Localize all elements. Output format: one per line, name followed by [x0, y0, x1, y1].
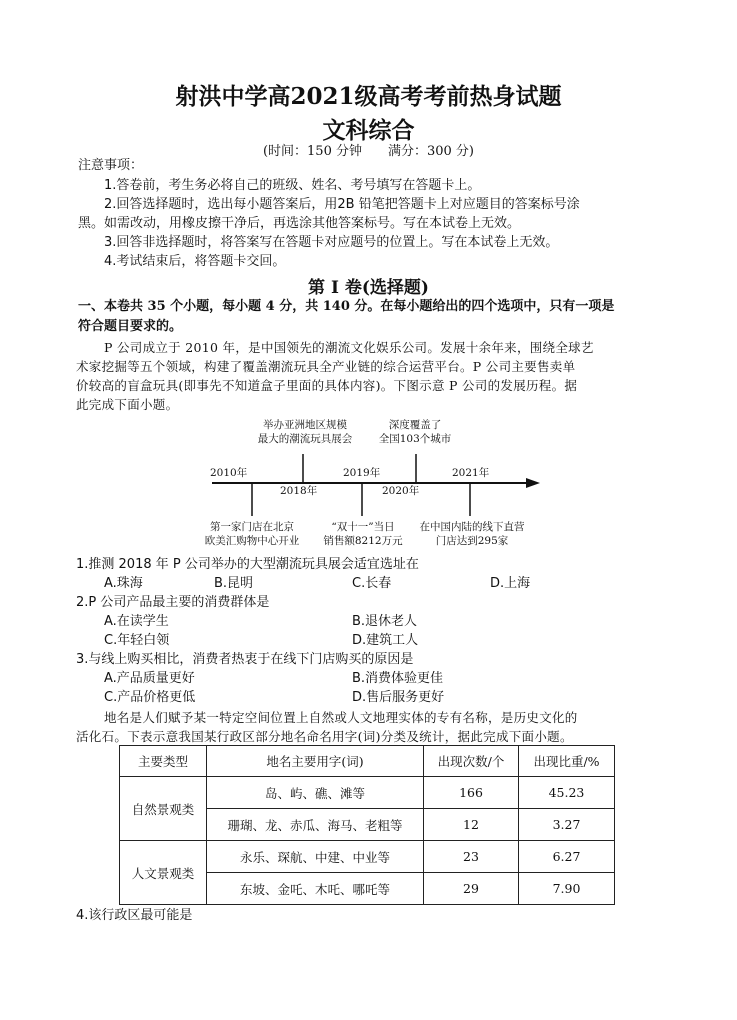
- question-option: B.退休老人: [352, 614, 418, 629]
- question-stem: 2.P 公司产品最主要的消费群体是: [76, 595, 270, 610]
- section-instruction: 一、本卷共 35 个小题，每小题 4 分，共 140 分。在每小题给出的四个选项中，只有一项是: [78, 299, 615, 314]
- table-cell: 12: [424, 809, 519, 841]
- exam-meta: (时间：150 分钟 满分：300 分): [262, 144, 475, 159]
- question-option: C.产品价格更低: [104, 690, 196, 705]
- table-cell: 3.27: [519, 809, 615, 841]
- passage-line: 此完成下面小题。: [76, 397, 179, 412]
- notice-item: 1.答卷前，考生务必将自己的班级、姓名、考号填写在答题卡上。: [104, 178, 481, 193]
- table-cell: 6.27: [519, 841, 615, 873]
- table-header: 出现比重/%: [519, 746, 615, 777]
- table-header-row: [120, 746, 615, 777]
- notice-item: 黑。如需改动，用橡皮擦干净后，再选涂其他答案标号。写在本试卷上无效。: [78, 216, 521, 231]
- table-cell: 东坡、金吒、木吒、哪吒等: [207, 873, 424, 905]
- timeline-year: 2018年: [280, 485, 318, 497]
- passage-line: 活化石。下表示意我国某行政区部分地名命名用字(词)分类及统计，据此完成下面小题。: [76, 729, 573, 744]
- passage-line: 术家挖掘等五个领域，构建了覆盖潮流玩具全产业链的综合运营平台。P 公司主要售卖单: [76, 359, 576, 374]
- table-row: [120, 841, 615, 873]
- passage-line: P 公司成立于 2010 年，是中国领先的潮流文化娱乐公司。发展十余年来，围绕全球艺: [104, 340, 594, 355]
- table-cell: 29: [424, 873, 519, 905]
- question-option: D.建筑工人: [352, 633, 419, 648]
- table-cell: 珊瑚、龙、赤瓜、海马、老粗等: [207, 809, 424, 841]
- section-instruction: 符合题目要求的。: [78, 319, 183, 334]
- section-title: 第 I 卷(选择题): [308, 278, 429, 298]
- timeline-event-below: 在中国内陆的线下直营 门店达到295家: [419, 521, 525, 547]
- question-option: B.消费体验更佳: [352, 671, 444, 686]
- table-header: 主要类型: [120, 746, 207, 777]
- table-cell: 7.90: [519, 873, 615, 905]
- passage-line: 价较高的盲盒玩具(即事先不知道盒子里面的具体内容)。下图示意 P 公司的发展历程。据: [76, 378, 578, 393]
- table-row: [120, 777, 615, 809]
- table-cell: 23: [424, 841, 519, 873]
- table-cell: 永乐、琛航、中建、中业等: [207, 841, 424, 873]
- question-stem: 1.推测 2018 年 P 公司举办的大型潮流玩具展会适宜选址在: [76, 557, 419, 572]
- table-cell: 45.23: [519, 777, 615, 809]
- timeline-year: 2020年: [382, 485, 420, 497]
- question-option: A.在读学生: [104, 614, 169, 629]
- timeline-year: 2021年: [452, 467, 490, 479]
- question-stem: 3.与线上购买相比，消费者热衷于在线下门店购买的原因是: [76, 652, 414, 667]
- place-name-table: [119, 745, 615, 905]
- table-header: 地名主要用字(词): [207, 746, 424, 777]
- question-option: D.售后服务更好: [352, 690, 445, 705]
- timeline-year: 2019年: [343, 467, 381, 479]
- question-option: D.上海: [490, 576, 531, 591]
- timeline-year: 2010年: [210, 467, 248, 479]
- question-option: B.昆明: [214, 576, 254, 591]
- timeline-event-below: “双十一”当日 销售额8212万元: [323, 521, 403, 547]
- table-group-type: 自然景观类: [120, 777, 207, 841]
- question-option: C.年轻白领: [104, 633, 170, 648]
- table-cell: 166: [424, 777, 519, 809]
- timeline-event-above: 举办亚洲地区规模 最大的潮流玩具展会: [257, 419, 353, 445]
- notice-heading: 注意事项：: [78, 158, 144, 173]
- notice-item: 3.回答非选择题时，将答案写在答题卡对应题号的位置上。写在本试卷上无效。: [104, 235, 559, 250]
- passage-line: 地名是人们赋予某一特定空间位置上自然或人文地理实体的专有名称，是历史文化的: [104, 710, 578, 725]
- notice-item: 2.回答选择题时，选出每小题答案后，用2B 铅笔把答题卡上对应题目的答案标号涂: [104, 197, 580, 212]
- table-header: 出现次数/个: [424, 746, 519, 777]
- notice-item: 4.考试结束后，将答题卡交回。: [104, 254, 286, 269]
- table-cell: 岛、屿、礁、滩等: [207, 777, 424, 809]
- table-group-type: 人文景观类: [120, 841, 207, 905]
- timeline-event-below: 第一家门店在北京 欧美汇购物中心开业: [204, 521, 300, 547]
- question-stem: 4.该行政区最可能是: [76, 908, 193, 923]
- question-option: C.长春: [352, 576, 392, 591]
- exam-title: 射洪中学高2021级高考考前热身试题: [175, 83, 562, 110]
- timeline-event-above: 深度覆盖了 全国103个城市: [378, 419, 452, 445]
- question-option: A.产品质量更好: [104, 671, 195, 686]
- question-option: A.珠海: [104, 576, 143, 591]
- timeline-diagram: [200, 418, 550, 550]
- exam-subject: 文科综合: [322, 117, 415, 144]
